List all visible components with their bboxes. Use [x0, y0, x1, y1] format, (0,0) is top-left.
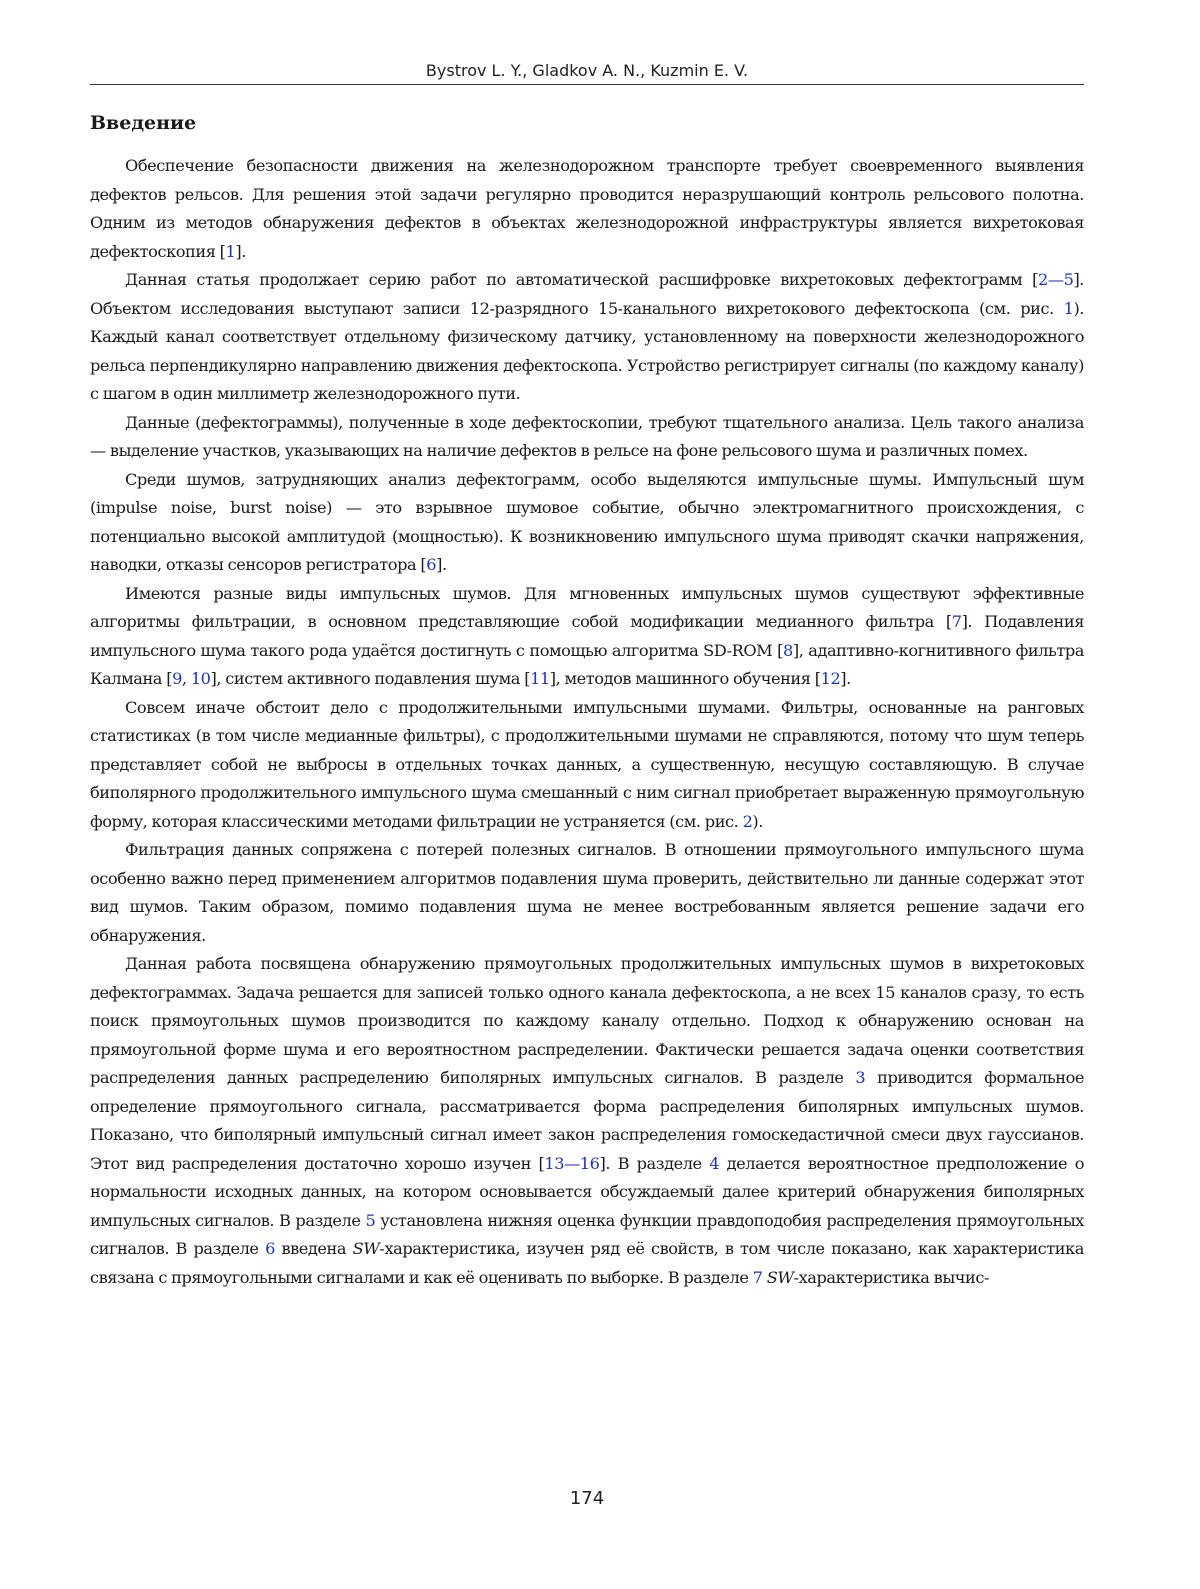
paragraph-text: Совсем иначе обстоит дело с продолжительными импульсными шумами. Фильтры, основанные на ранговых статистиках (в том числе медианные фильтры), с продолжительными шумами не справляются, потому что шум теперь представляет собой не выбросы в отдельных точках данных, а существенную, несущую составляющую. В случае биполярного продолжительного импульсного шума смешанный с ним сигнал приобретает выраженную прямоугольную форму, которая классическими методами фильтрации не устраняется (см. рис. — [90, 697, 1084, 831]
paragraph-text: ], систем активного подавления шума [ — [210, 669, 531, 688]
paragraph-text: , — [181, 669, 191, 688]
citation-link[interactable]: 13—16 — [544, 1153, 600, 1173]
header-rule — [90, 84, 1084, 85]
paragraph-text: -характеристика, изучен ряд её свойств, в том числе показано, как характеристика связана с прямоугольными сигналами и как её оценивать по выборке. В разделе — [90, 1239, 1084, 1287]
citation-link[interactable]: 10 — [190, 669, 211, 688]
paragraph-text: ], адаптивно-когнитивного фильтра Калмана [ — [90, 640, 1084, 688]
body-paragraph — [90, 466, 1084, 580]
paragraph-text: ). — [752, 811, 763, 831]
citation-link[interactable]: 3 — [855, 1068, 866, 1087]
paragraph-text: Имеются разные виды импульсных шумов. Для мгновенных импульсных шумов существуют эффективные алгоритмы фильтрации, в основном представляющие собой модификации медианного фильтра [ — [90, 583, 1084, 631]
paragraph-text: ]. — [436, 555, 447, 574]
body-paragraph — [90, 152, 1084, 266]
paragraph-text: приводится формальное определение прямоугольного сигнала, рассматривается форма распределения биполярных импульсных шумов. Показано, что биполярный импульсный сигнал имеет закон распределения гомоскедастичной смеси двух гауссианов. Этот вид распределения достаточно хорошо изучен [ — [90, 1068, 1084, 1173]
paragraph-text: ]. — [235, 241, 246, 261]
citation-link[interactable]: 8 — [783, 640, 793, 660]
citation-link[interactable]: 5 — [365, 1210, 376, 1230]
math-symbol: SW — [766, 1267, 794, 1287]
body-paragraph — [90, 836, 1084, 950]
math-symbol: SW — [352, 1239, 380, 1258]
paragraph-text: Данные (дефектограммы), полученные в ходе дефектоскопии, требуют тщательного анализа. Цель такого анализа — выделение участков, указывающих на наличие дефектов в рельсе на фоне рельсового шума и различных помех. — [90, 412, 1084, 460]
citation-link[interactable]: 2—5 — [1038, 270, 1074, 289]
paragraph-text: ). Каждый канал соответствует отдельному физическому датчику, установленному на поверхности железнодорожного рельса перпендикулярно направлению движения дефектоскопа. Устройство регистрирует сигналы (по каждому каналу) с шагом в один миллиметр железнодорожного пути. — [90, 298, 1084, 403]
paragraph-text: ]. Подавления импульсного шума такого рода удаётся достигнуть с помощью алгоритма SD-ROM [ — [90, 612, 1084, 660]
body-paragraph — [90, 580, 1084, 694]
paragraph-text: ]. Объектом исследования выступают записи 12-разрядного 15-канального вихретокового дефектоскопа (см. рис. — [90, 270, 1084, 318]
body-paragraph — [90, 950, 1084, 1292]
body-paragraph — [90, 694, 1084, 837]
citation-link[interactable]: 4 — [709, 1153, 720, 1173]
citation-link[interactable]: 7 — [752, 1267, 763, 1287]
paragraph-text: делается вероятностное предположение о нормальности исходных данных, на котором основывается обсуждаемый далее критерий обнаружения биполярных импульсных сигналов. В разделе — [90, 1153, 1085, 1230]
citation-link[interactable]: 12 — [820, 669, 841, 688]
paragraph-text: ]. — [840, 669, 851, 688]
citation-link[interactable]: 9 — [172, 669, 182, 688]
paragraph-text: введена — [274, 1239, 353, 1258]
citation-link[interactable]: 6 — [426, 555, 437, 574]
paragraph-text: Фильтрация данных сопряжена с потерей полезных сигналов. В отношении прямоугольного импульсного шума особенно важно перед применением алгоритмов подавления шума проверить, действительно ли данные содержат этот вид шумов. Таким образом, помимо подавления шума не менее востребованным является решение задачи его обнаружения. — [90, 840, 1084, 945]
citation-link[interactable]: 1 — [225, 241, 236, 261]
paragraph-text: ]. В разделе — [599, 1153, 710, 1173]
article-body — [90, 106, 1084, 1292]
page-number: 174 — [569, 1488, 605, 1509]
citation-link[interactable]: 6 — [265, 1239, 275, 1258]
paragraph-text: -характеристика вычис- — [793, 1267, 989, 1287]
citation-link[interactable]: 11 — [530, 669, 550, 688]
section-title: Введение — [90, 112, 197, 134]
citation-link[interactable]: 1 — [1063, 298, 1074, 318]
paragraph-text: установлена нижняя оценка функции правдоподобия распределения прямоугольных сигналов. В разделе — [90, 1210, 1084, 1258]
paragraph-text: ], методов машинного обучения [ — [549, 669, 821, 688]
citation-link[interactable]: 2 — [742, 811, 753, 831]
paragraph-list — [90, 152, 1084, 1292]
paragraph-text: Данная работа посвящена обнаружению прямоугольных продолжительных импульсных шумов в вихретоковых дефектограммах. Задача решается для записей только одного канала дефектоскопа, а не всех 15 каналов сразу, то есть поиск прямоугольных шумов производится по каждому каналу отдельно. Подход к обнаружению основан на прямоугольной форме шума и его вероятностном распределении. Фактически решается задача оценки соответствия распределения данных распределению биполярных импульсных сигналов. В разделе — [90, 954, 1084, 1087]
paragraph-text: Среди шумов, затрудняющих анализ дефектограмм, особо выделяются импульсные шумы. Импульсный шум (impulse noise, burst noise) — это взрывное шумовое событие, обычно электромагнитного происхождения, с потенциально высокой амплитудой (мощностью). К возникновению импульсного шума приводят скачки напряжения, наводки, отказы сенсоров регистратора [ — [90, 469, 1084, 574]
paragraph-text: Обеспечение безопасности движения на железнодорожном транспорте требует своевременного выявления дефектов рельсов. Для решения этой задачи регулярно проводится неразрушающий контроль рельсового полотна. Одним из методов обнаружения дефектов в объектах железнодорожной инфраструктуры является вихретоковая дефектоскопия [ — [90, 156, 1084, 261]
body-paragraph — [90, 266, 1084, 409]
running-header-authors: Bystrov L. Y., Gladkov A. N., Kuzmin E. V. — [425, 61, 749, 80]
body-paragraph — [90, 409, 1084, 466]
paragraph-text: Данная статья продолжает серию работ по автоматической расшифровке вихретоковых дефектограмм [ — [125, 270, 1038, 289]
citation-link[interactable]: 7 — [951, 612, 962, 631]
